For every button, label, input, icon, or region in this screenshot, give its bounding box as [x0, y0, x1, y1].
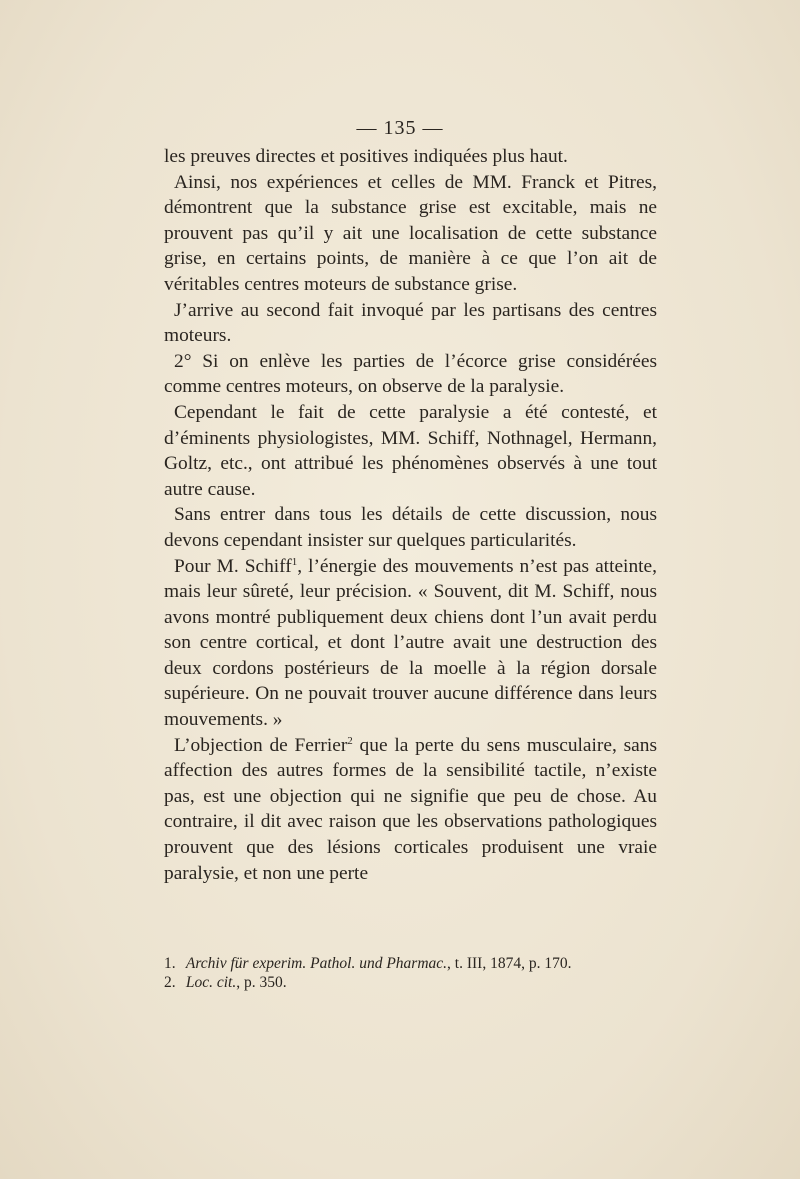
paragraph-7-start: Pour M. Schiff	[174, 555, 292, 577]
paragraph-1: les preuves directes et positives indiquées plus haut.	[164, 146, 568, 167]
footnote-2-title: Loc. cit.	[185, 974, 237, 991]
footnote-1-title: Archiv für experim. Pathol. und Pharmac.	[185, 955, 448, 972]
paragraph-8-rest: que la perte du sens musculaire, sans affection des autres formes de la sensibilité tactile, n’existe pas, est une objection qui ne signifie que peu de chose. Au contraire, il dit avec raison que les observations pathologiques prouvent que des lésions corticales produisent une vraie paralysie, et non une perte	[164, 734, 657, 884]
paragraph-8	[164, 733, 657, 887]
paragraph-7	[164, 554, 657, 733]
footnote-1-number: 1.	[164, 955, 176, 972]
footnote-1-rest: , t. III, 1874, p. 170.	[447, 955, 572, 972]
page-number: — 135 —	[356, 117, 444, 139]
footnote-ref-1: 1	[291, 555, 298, 568]
paragraph-5: Cependant le fait de cette paralysie a été contesté, et d’éminents physiologistes, MM. Schiff, Nothnagel, Hermann, Goltz, etc., ont attribué les phénomènes observés à une tout autre cause.	[164, 401, 657, 500]
footnote-2-number: 2.	[164, 974, 176, 991]
paragraph-4: 2° Si on enlève les parties de l’écorce grise considérées comme centres moteurs, on observe de la paralysie.	[164, 350, 657, 398]
footnote-ref-2: 2	[347, 734, 353, 747]
paragraph-6: Sans entrer dans tous les détails de cette discussion, nous devons cependant insister sur quelques particularités.	[164, 504, 657, 551]
footnote-2-rest: , p. 350.	[236, 974, 287, 991]
paragraph-8-start: L’objection de Ferrier	[174, 734, 348, 756]
body-text	[164, 144, 657, 886]
footnote-2	[164, 973, 657, 992]
paragraph-2: Ainsi, nos expériences et celles de MM. Franck et Pitres, démontrent que la substance grise est excitable, mais ne prouvent pas qu’il y ait une localisation de cette substance grise, en certains points, de manière à ce que l’on ait de véritables centres moteurs de substance grise.	[164, 171, 657, 295]
paragraph-3: J’arrive au second fait invoqué par les partisans des centres moteurs.	[164, 299, 657, 347]
footnote-1	[164, 954, 657, 973]
footnotes	[164, 954, 657, 992]
paragraph-7-rest: , l’énergie des mouvements n’est pas atteinte, mais leur sûreté, leur précision. « Souvent, dit M. Schiff, nous avons montré publiquement deux chiens dont l’un avait perdu son centre cortical, et dont l’autre avait une destruction des deux cordons postérieurs de la moelle à la région dorsale supérieure. On ne pouvait trouver aucune différence dans leurs mouvements. »	[164, 555, 657, 731]
